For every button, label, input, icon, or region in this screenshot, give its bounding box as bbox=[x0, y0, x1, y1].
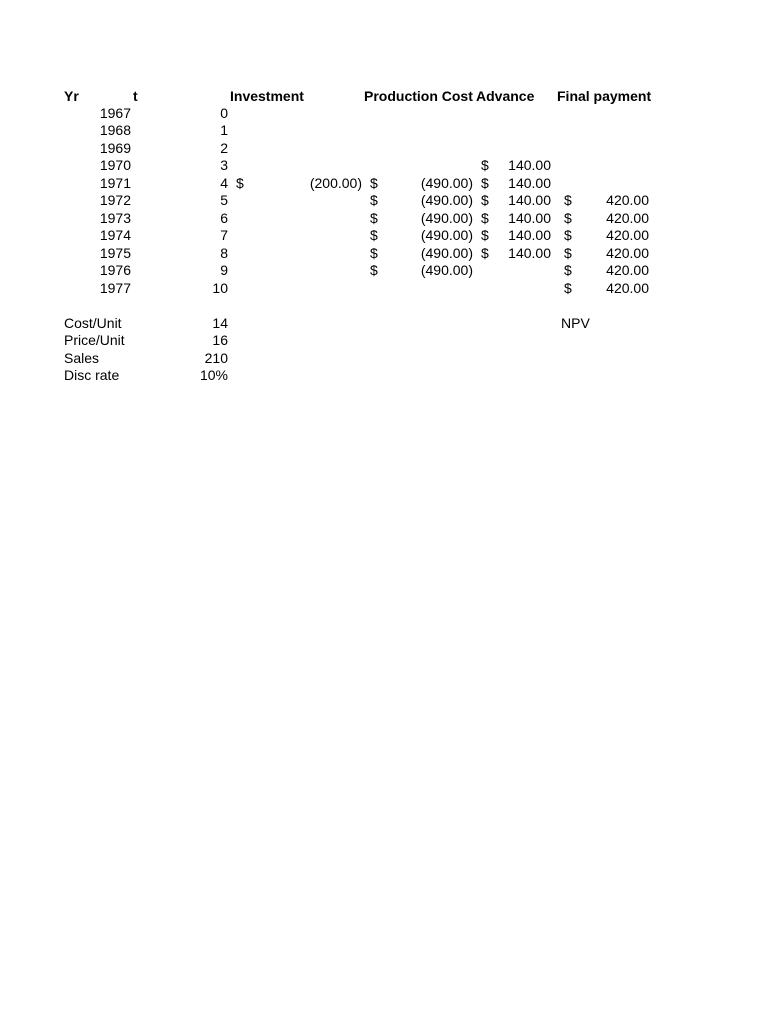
year-cell: 1976 bbox=[99, 262, 131, 279]
final-payment-dollar-sign: $ bbox=[564, 262, 572, 279]
parameter-value: 10% bbox=[199, 367, 228, 384]
final-payment-dollar-sign: $ bbox=[564, 244, 572, 261]
production-cost-dollar-sign: $ bbox=[370, 244, 378, 261]
table-row bbox=[0, 280, 768, 297]
year-cell: 1975 bbox=[99, 244, 131, 261]
table-row bbox=[0, 175, 768, 192]
advance-value: 140.00 bbox=[508, 209, 551, 226]
advance-dollar-sign: $ bbox=[481, 227, 489, 244]
header-production-cost: Production Cost bbox=[364, 88, 473, 104]
year-cell: 1973 bbox=[99, 209, 131, 226]
period-cell: 6 bbox=[220, 209, 228, 226]
table-row bbox=[0, 227, 768, 244]
period-cell: 4 bbox=[220, 174, 228, 191]
period-cell: 7 bbox=[220, 227, 228, 244]
production-cost-value: (490.00) bbox=[420, 262, 473, 279]
advance-dollar-sign: $ bbox=[481, 157, 489, 174]
npv-row bbox=[0, 315, 768, 332]
final-payment-value: 420.00 bbox=[606, 227, 649, 244]
table-row bbox=[0, 245, 768, 262]
year-cell: 1967 bbox=[99, 105, 131, 121]
final-payment-value: 420.00 bbox=[606, 192, 649, 209]
advance-dollar-sign: $ bbox=[481, 174, 489, 191]
final-payment-dollar-sign: $ bbox=[564, 227, 572, 244]
parameter-value: 16 bbox=[212, 332, 228, 349]
parameter-label: Cost/Unit bbox=[64, 315, 122, 331]
advance-value: 140.00 bbox=[508, 192, 551, 209]
header-investment: Investment bbox=[230, 88, 304, 104]
production-cost-value: (490.00) bbox=[420, 227, 473, 244]
header-yr: Yr bbox=[64, 88, 79, 104]
year-cell: 1971 bbox=[99, 174, 131, 191]
header-t: t bbox=[133, 88, 138, 104]
production-cost-dollar-sign: $ bbox=[370, 174, 378, 191]
period-cell: 9 bbox=[220, 262, 228, 279]
header-advance: Advance bbox=[476, 88, 535, 104]
period-cell: 1 bbox=[220, 122, 228, 139]
period-cell: 0 bbox=[220, 105, 228, 121]
advance-value: 140.00 bbox=[508, 227, 551, 244]
production-cost-dollar-sign: $ bbox=[370, 209, 378, 226]
year-cell: 1969 bbox=[99, 139, 131, 156]
parameter-value: 210 bbox=[204, 349, 228, 366]
advance-value: 140.00 bbox=[508, 174, 551, 191]
year-cell: 1968 bbox=[99, 122, 131, 139]
period-cell: 2 bbox=[220, 139, 228, 156]
year-cell: 1972 bbox=[99, 192, 131, 209]
period-cell: 5 bbox=[220, 192, 228, 209]
parameter-value: 14 bbox=[212, 315, 228, 331]
advance-dollar-sign: $ bbox=[481, 209, 489, 226]
table-row bbox=[0, 105, 768, 122]
final-payment-dollar-sign: $ bbox=[564, 279, 572, 296]
period-cell: 3 bbox=[220, 157, 228, 174]
parameter-label: Disc rate bbox=[64, 367, 120, 384]
year-cell: 1970 bbox=[99, 157, 131, 174]
production-cost-dollar-sign: $ bbox=[370, 262, 378, 279]
production-cost-value: (490.00) bbox=[420, 209, 473, 226]
final-payment-dollar-sign: $ bbox=[564, 192, 572, 209]
table-row bbox=[0, 122, 768, 139]
final-payment-value: 420.00 bbox=[606, 244, 649, 261]
advance-dollar-sign: $ bbox=[481, 244, 489, 261]
table-row bbox=[0, 140, 768, 157]
period-cell: 10 bbox=[212, 279, 228, 296]
parameter-label: Price/Unit bbox=[64, 332, 125, 349]
investment-value: (200.00) bbox=[309, 174, 362, 191]
advance-value: 140.00 bbox=[508, 244, 551, 261]
advance-dollar-sign: $ bbox=[481, 192, 489, 209]
table-row bbox=[0, 210, 768, 227]
period-cell: 8 bbox=[220, 244, 228, 261]
table-row bbox=[0, 192, 768, 209]
year-cell: 1977 bbox=[99, 279, 131, 296]
npv-label: NPV bbox=[561, 315, 590, 331]
table-row bbox=[0, 157, 768, 174]
production-cost-value: (490.00) bbox=[420, 174, 473, 191]
parameter-row bbox=[0, 350, 768, 367]
production-cost-value: (490.00) bbox=[420, 244, 473, 261]
production-cost-dollar-sign: $ bbox=[370, 192, 378, 209]
parameter-label: Sales bbox=[64, 349, 100, 366]
table-row bbox=[0, 262, 768, 279]
parameter-row bbox=[0, 367, 768, 384]
advance-value: 140.00 bbox=[508, 157, 551, 174]
final-payment-value: 420.00 bbox=[606, 262, 649, 279]
production-cost-dollar-sign: $ bbox=[370, 227, 378, 244]
final-payment-value: 420.00 bbox=[606, 279, 649, 296]
header-final-payment: Final payment bbox=[557, 88, 652, 104]
investment-dollar-sign: $ bbox=[236, 174, 244, 191]
production-cost-value: (490.00) bbox=[420, 192, 473, 209]
parameter-row bbox=[0, 332, 768, 349]
final-payment-dollar-sign: $ bbox=[564, 209, 572, 226]
final-payment-value: 420.00 bbox=[606, 209, 649, 226]
year-cell: 1974 bbox=[99, 227, 131, 244]
